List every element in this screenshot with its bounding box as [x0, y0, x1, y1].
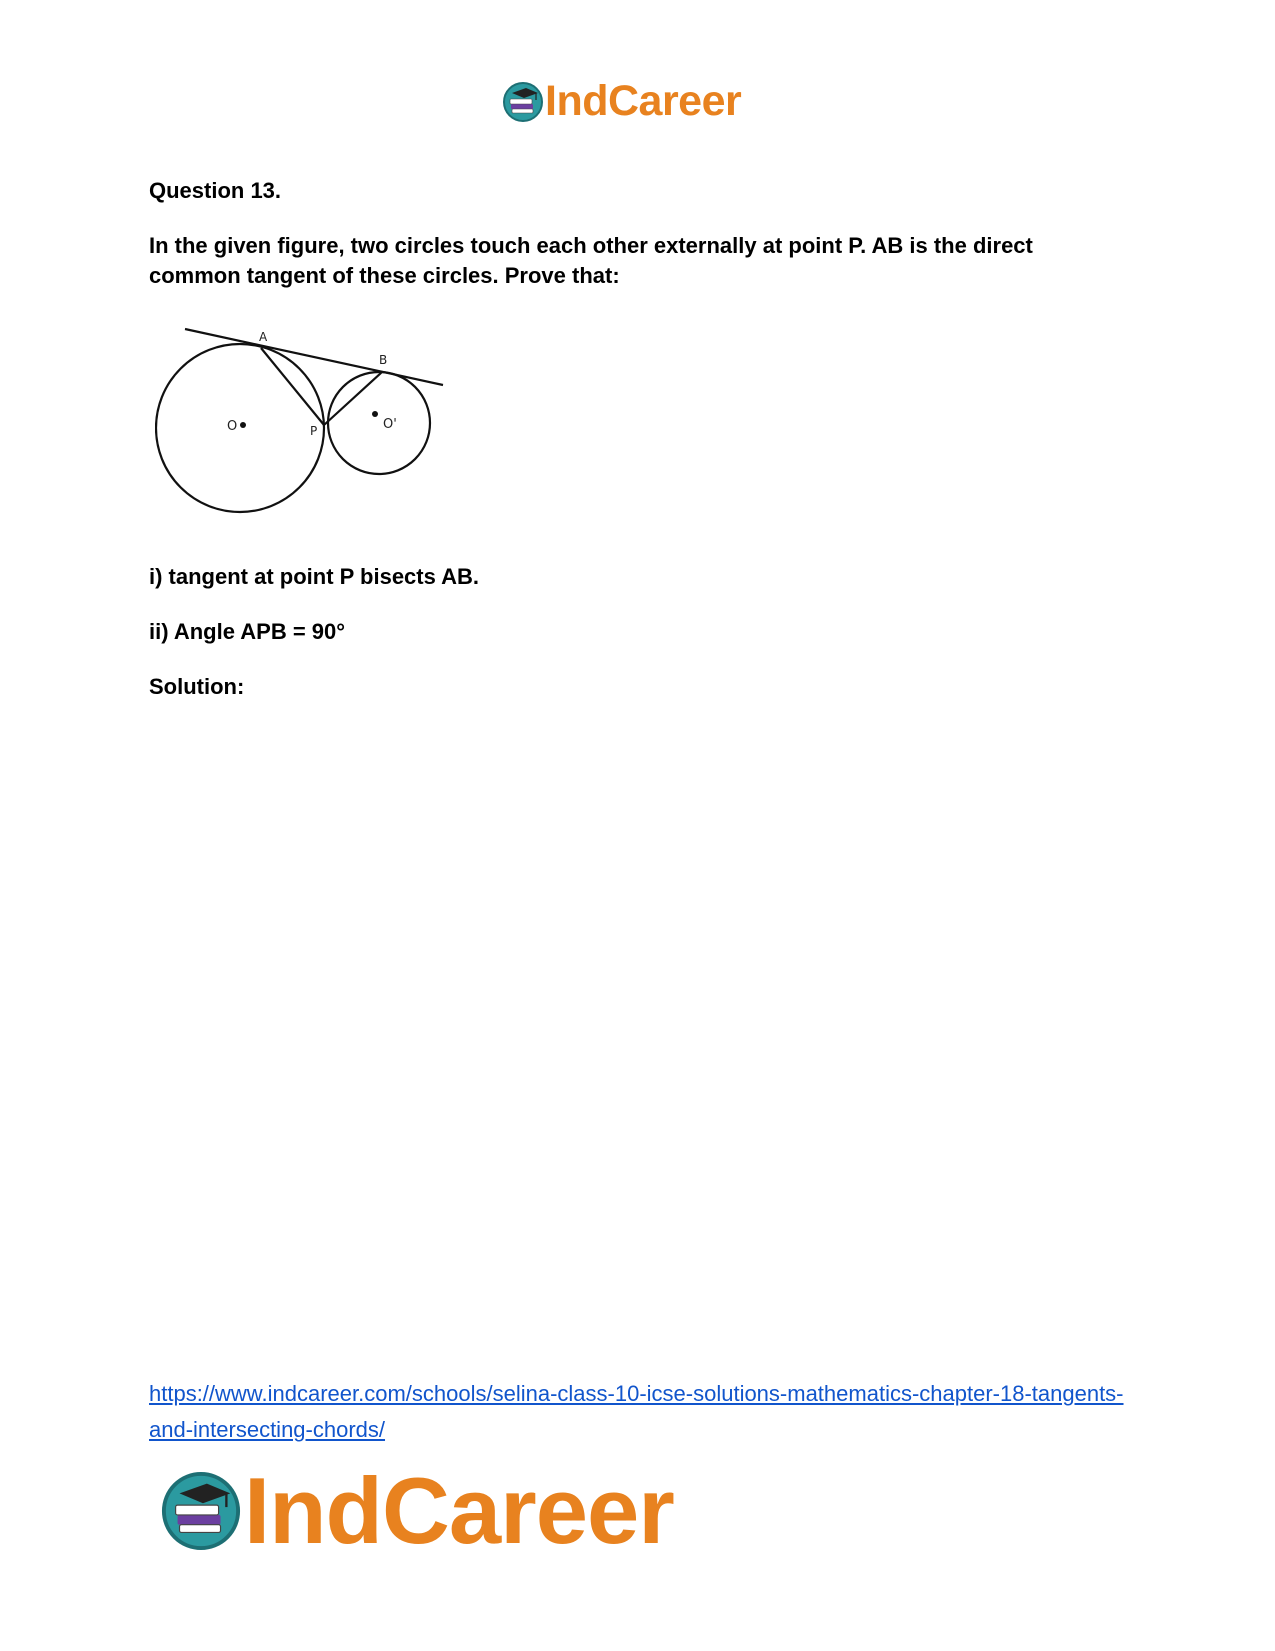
label-a: A: [259, 330, 268, 344]
logo-wordmark: IndCareer: [545, 77, 742, 125]
prove-item-i: i) tangent at point P bisects AB.: [149, 564, 480, 589]
source-link[interactable]: https://www.indcareer.com/schools/selina-class-10-icse-solutions-mathematics-chapter-18-tangents-and-intersecting-chords/: [149, 1381, 1124, 1442]
graduation-books-icon: [502, 81, 544, 123]
segment-ap: [261, 348, 324, 425]
label-p: P: [310, 424, 318, 438]
question-title: Question 13.: [149, 178, 282, 203]
prove-item-ii: ii) Angle APB = 90°: [149, 619, 346, 644]
tangent-line-ab: [185, 329, 443, 385]
question-body: In the given figure, two circles touch each other externally at point P. AB is the direct common tangent of these circles. Prove that:: [149, 233, 1033, 288]
logo-wordmark: IndCareer: [244, 1458, 674, 1563]
center-o-dot: [240, 422, 246, 428]
circle-o-prime: [328, 372, 430, 474]
header-logo: [502, 77, 742, 125]
circle-o: [156, 344, 324, 512]
label-o-prime: O': [383, 417, 397, 432]
center-o-prime-dot: [372, 411, 378, 417]
graduation-books-icon: [160, 1470, 242, 1552]
label-b: B: [379, 353, 388, 367]
solution-label: Solution:: [149, 674, 245, 699]
two-circles-figure: [155, 325, 455, 530]
footer-logo: [160, 1458, 674, 1563]
label-o: O: [227, 419, 238, 434]
